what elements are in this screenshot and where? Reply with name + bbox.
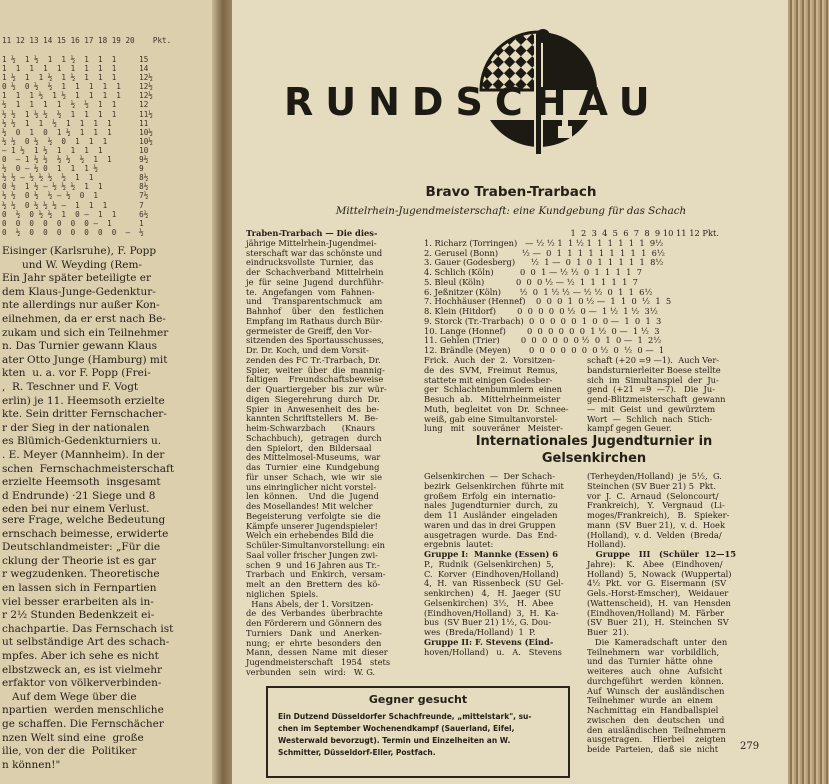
score-row: 1 ½ 1 1 ½ 1 ½ 1 1 1 12½ — [2, 73, 153, 83]
text-line: der Quartiergeber bis zur wür- — [246, 384, 387, 394]
text-line: mpfes. Aber ich sehe es nicht — [2, 649, 159, 662]
score-row: 0 ½ 0 0 0 0 0 0 0 — ½ — [2, 227, 144, 237]
text-line: ilie, von der die Politiker — [2, 745, 137, 758]
text-line: sich im Simultanspiel der Ju- — [587, 374, 719, 385]
score-row: 0 0 0 0 0 0 0 — 1 1 — [2, 218, 144, 228]
text-line: erlin) je 11. Heemsoth erzielte — [2, 394, 165, 407]
text-line: waren und das in drei Gruppen — [424, 519, 556, 530]
text-line: ater Otto Junge (Hamburg) mit — [2, 353, 168, 366]
text-line: 4½ Pkt. vor G. Eisermann (SV — [587, 578, 727, 589]
text-line: ausgetragen. Hierbei zeigten — [587, 734, 726, 745]
text-line: schaft (+20 =9 —1). Auch Ver- — [587, 355, 720, 365]
text-line: bezirk Gelsenkirchen führte mit — [424, 480, 564, 491]
text-line: Buer 21). — [587, 627, 630, 637]
text-line: Gruppe III (Schüler 12—15 — [587, 549, 737, 559]
text-line: ge schaffen. Die Fernschächer — [2, 717, 164, 730]
table-row: 5. Bleul (Köln) 0 0 0 ½ — ½ 1 1 1 1 1 7 — [424, 276, 638, 287]
text-line: kten u. a. vor F. Popp (Frei- — [2, 367, 151, 380]
text-line: germeister de Greiff, den Vor- — [246, 325, 372, 336]
text-line: r wegzudenken. Theoretische — [2, 568, 160, 581]
article-headline: Gelsenkirchen — [541, 451, 647, 466]
table-row: 6. Jeßnitzer (Köln) ½ 0 1 ½ ½ — ½ ½ 0 1 1 6½ — [424, 286, 653, 297]
article-subheadline: Mittelrhein-Jugendmeisterschaft: eine Kundgebung für das Schach — [335, 205, 687, 217]
article-column — [424, 356, 569, 434]
table-row: 12. Brändle (Meyen) 0 0 0 0 0 0 0 ½ 0 ½ 0 — 1 — [424, 345, 665, 355]
text-line: ger Schlachtenbummlern einen — [424, 384, 563, 395]
text-line: eilnehmen, da er erst nach Be- — [2, 312, 166, 325]
text-line: (Eindhoven/Holland) 3, H. Ka- — [424, 607, 559, 618]
score-row: 0 ½ 0 ½ ½ 1 1 1 1 1 12½ — [2, 82, 153, 92]
text-line: des Mosellandes! Mit welcher — [246, 501, 373, 511]
right-page — [232, 0, 790, 784]
text-line: den Spielort, den Bildersaal — [246, 442, 372, 453]
left-page-text-a — [2, 245, 174, 517]
text-line: Die Kameradschaft unter den — [587, 636, 728, 647]
score-row: 1 ½ 1 ½ 1 1 ½ 1 1 1 15 — [2, 55, 149, 64]
text-line: Bahnhof über den festlichen — [246, 306, 384, 316]
text-line: Gruppe II: F. Stevens (Eind- — [424, 636, 554, 647]
table-row: 8. Klein (Hitdorf) 0 0 0 0 0 ½ 0 — 1 ½ 1 ½ 3½ — [424, 306, 658, 316]
score-row: ½ ½ — ½ ½ ½ ½ 1 1 8½ — [2, 173, 149, 183]
text-line: uns einringlicher nicht vorstel- — [246, 481, 377, 492]
score-row: ½ 0 1 0 1 ½ 1 1 1 10½ — [2, 127, 153, 137]
text-line: Auf Wunsch der ausländischen — [587, 685, 725, 696]
notice-title: Gegner gesucht — [368, 693, 468, 706]
left-page — [0, 0, 218, 784]
text-line: ut selbständige Art des schach- — [2, 636, 170, 649]
table-row: 9. Storck (Tr.-Trarbach) 0 0 0 0 0 1 0 0 — 1 0 1 3 — [424, 315, 662, 326]
notice-line: Westerwald bevorzugt). Termin und Einzelheiten an W. — [278, 736, 511, 745]
text-line: te. Angefangen vom Fahnen- — [246, 286, 375, 297]
text-line: (SV Buer 21), H. Steinchen SV — [587, 617, 729, 628]
text-line: gend (+21 =9 —7). Die Ju- — [587, 384, 716, 395]
score-row: ½ ½ 1 1 ½ 1 1 1 1 11 — [2, 118, 149, 128]
article-headline: Internationales Jugendturnier in — [475, 434, 713, 449]
text-line: eden bei nur einem Verlust. — [2, 503, 150, 516]
text-line: Frankreich), Y. Vergnaud (Li- — [587, 500, 725, 511]
text-line: zwischen den deutschen und — [587, 714, 725, 725]
score-table-header: 11 12 13 14 15 16 17 18 19 20 Pkt. — [2, 36, 172, 45]
score-row: 1 1 1 ½ 1 ½ 1 1 1 1 12½ — [2, 91, 153, 101]
text-line: Gelsenkirchen) 3½, H. Abee — [424, 597, 554, 608]
text-line: senkirchen) 4, H. Jaeger (SU — [424, 588, 562, 598]
text-line: den Förderern und Gönnern des — [246, 618, 382, 628]
text-line: nales Jugendturnier durch, zu — [424, 500, 558, 511]
text-line: nung; er ehrte besonders den — [246, 637, 382, 648]
text-line: en lassen sich in Fernpartien — [2, 581, 157, 594]
text-line: Gels.-Horst-Emscher), Weidauer — [587, 588, 729, 598]
text-line: kannten Schriftstellers M. Be- — [246, 413, 379, 424]
text-line: großem Erfolg ein internatio- — [424, 490, 556, 501]
text-line: hoven/Holland) u. A. Stevens — [424, 646, 562, 657]
text-line: C. Korver (Eindhoven/Holland) — [424, 568, 559, 579]
text-line: zukam und sich ein Teilnehmer — [2, 326, 169, 339]
text-line: moges/Frankreich), B. Spieker- — [587, 510, 730, 520]
text-line: es Blümich-Gedenkturniers u. — [2, 435, 162, 448]
text-line: melt an den Brettern des kö- — [246, 579, 381, 589]
text-line: der Schachverband Mittelrhein — [246, 267, 384, 277]
table-header: 1 2 3 4 5 6 7 8 9 10 11 12 Pkt. — [552, 228, 719, 238]
text-line: niglichen Spiels. — [246, 588, 319, 599]
results-table — [424, 229, 719, 356]
text-line: vor J. C. Arnaud (Seloncourt/ — [587, 490, 719, 501]
score-row: 1 1 1 1 1 1 1 1 1 14 — [2, 64, 149, 74]
text-line: für unser Schach, wie wir sie — [246, 471, 383, 482]
notice-line: Schmitter, Düsseldorf-Eller, Postfach. — [278, 748, 436, 757]
score-row: — 1 ½ 1 ½ 1 1 1 1 10 — [2, 145, 149, 155]
text-line: — mit Geist und gewürztem — [587, 403, 716, 414]
text-line: elbstzweck an, es ist vielmehr — [2, 663, 162, 676]
text-line: verbunden sein wird: W. G. — [246, 666, 376, 677]
text-line: schen 9 und 16 Jahren aus Tr.- — [246, 559, 380, 570]
page-number: 279 — [740, 741, 760, 752]
text-line: nte allerdings nur außer Kon- — [2, 299, 160, 312]
text-line: Holland). — [587, 539, 627, 550]
text-line: Kämpfe unserer Jugendspieler! — [246, 520, 378, 531]
score-row: 0 — 1 ½ ½ ½ ½ ½ 1 1 9½ — [2, 155, 149, 165]
page-edges — [788, 0, 829, 784]
score-row: ½ ½ 0 ½ ½ — ½ 0 1 7½ — [2, 191, 149, 201]
score-row: ½ 0 — ½ 0 1 1 1 ½ 9 — [2, 164, 144, 174]
text-line: Hans Abels, der 1. Vorsitzen- — [246, 598, 374, 609]
table-row: 11. Gehlen (Trier) 0 0 0 0 0 0 ½ 0 1 0 — 1 2½ — [424, 335, 662, 346]
text-line: schen Fernschachmeisterschaft — [2, 462, 175, 475]
text-line: Schachbuch), getragen durch — [246, 432, 382, 443]
text-line: (Holland), v. d. Velden (Breda/ — [587, 529, 722, 540]
text-line: Empfang im Rathaus durch Bür- — [246, 315, 383, 326]
text-line: gend-Blitzmeisterschaft gewann — [587, 394, 726, 404]
text-line: Steinchen (SV Buer 21) 5 Pkt. — [587, 480, 716, 491]
score-row: ½ ½ 0 ½ ½ 0 1 1 1 10½ — [2, 136, 153, 146]
text-line: r der Sieg in der nationalen — [2, 421, 150, 434]
text-line: zenden des FC Tr.-Trarbach, Dr. — [246, 354, 381, 365]
text-line: Begeisterung verfolgte sie die — [246, 510, 381, 521]
text-line: bus (SV Buer 21) 1½, G. Dou- — [424, 617, 552, 628]
text-line: wes (Breda/Holland) 1 P. — [424, 627, 536, 637]
text-line: kampf gegen Geuer. — [587, 423, 672, 434]
text-line: (Wattenscheid), H. van Hensden — [587, 597, 731, 608]
table-row: 7. Hochhäuser (Hennef) 0 0 0 1 0 ½ — 1 1 0 ½ 1 5 — [424, 296, 672, 307]
text-line: mann (SV Buer 21), v. d. Hoek — [587, 519, 725, 530]
score-row: 0 ½ 0 ½ ½ 1 0 — 1 1 6½ — [2, 209, 149, 219]
text-line: Saal voller frischer Jungen zwi- — [246, 549, 378, 560]
text-line: jährige Mittelrhein-Jugendmei- — [246, 237, 377, 248]
text-line: je für seine Jugend durchführ- — [246, 276, 384, 287]
text-line: Jugendmeisterschaft 1954 stets — [246, 657, 391, 667]
score-row: ½ 1 1 1 1 ½ ½ 1 1 12 — [2, 100, 149, 110]
notice-box — [266, 686, 570, 778]
text-line: Muth, begleitet von Dr. Schnee- — [424, 403, 569, 414]
text-line: sterschaft war das schönste und — [246, 247, 383, 258]
text-line: und W. Weyding (Rem- — [2, 258, 142, 271]
score-row: ½ ½ 0 ½ ½ ½ — 1 1 1 7 — [2, 200, 144, 210]
text-line: Frick. Auch der 2. Vorsitzen- — [424, 355, 556, 365]
text-line: sere Frage, welche Bedeutung — [2, 514, 166, 526]
article-column — [246, 229, 390, 678]
text-line: r 2½ Stunden Bedenkzeit ei- — [2, 609, 155, 622]
text-line: nzen Welt sind eine große — [2, 731, 144, 744]
text-line: eindrucksvollste Turnier, das — [246, 257, 374, 268]
text-line: kte. Sein dritter Fernschacher- — [2, 408, 167, 421]
text-line: Trarbach und Enkirch, versam- — [246, 569, 386, 580]
text-line: dem Klaus-Junge-Gedenktur- — [2, 285, 156, 298]
article-column — [587, 472, 736, 755]
notice-line: chen im September Wochenendkampf (Sauerland, Eifel, — [278, 724, 515, 733]
table-row: 4. Schlich (Köln) 0 0 1 — ½ ½ 0 1 1 1 1 7 — [424, 267, 642, 277]
text-line: beide Parteien, daß sie nicht — [587, 744, 719, 754]
score-table — [2, 55, 153, 237]
text-line: (Terheyden/Holland) je 5½, G. — [587, 471, 722, 481]
text-line: bandsturnierleiter Boese stellte — [587, 364, 721, 375]
text-line: weiteres auch ohne Aufsicht — [587, 666, 723, 676]
text-line: sitzenden des Sportausschusses, — [246, 335, 384, 346]
text-line: erzielte Heemsoth insgesamt — [2, 476, 161, 489]
text-line: Eisinger (Karlsruhe), F. Popp — [2, 245, 157, 257]
text-line: n können!" — [2, 758, 61, 771]
text-line: ausgetragen wurde. Das End- — [424, 529, 558, 540]
left-page-text-b — [2, 514, 173, 772]
text-line: Spier in Anwesenheit des be- — [246, 403, 380, 414]
text-line: . E. Meyer (Mannheim). In der — [2, 448, 165, 461]
text-line: Besuch ab. Mittelrheinmeister — [424, 394, 561, 404]
text-line: und das Turnier hätte ohne — [587, 656, 713, 667]
text-line: Teilnehmer wurde an einem — [587, 695, 713, 706]
article-headline: Bravo Traben-Trarbach — [425, 184, 597, 200]
text-line: de des SVM, Freimut Remus, — [424, 364, 558, 375]
text-line: n. Das Turnier gewann Klaus — [2, 340, 157, 353]
text-line: Spier, weiter über die mannig- — [246, 364, 385, 375]
text-line: lung mit souveräner Meister- — [424, 423, 563, 434]
text-line: de des Verbandes überbrachte — [246, 608, 383, 619]
notice-line: Ein Dutzend Düsseldorfer Schachfreunde, „mittelstark", su- — [278, 712, 532, 721]
text-line: Wort — Schlich nach Stich- — [587, 413, 713, 424]
text-line: digen Siegerehrung durch Dr. — [246, 393, 380, 404]
article-column — [587, 356, 726, 434]
text-line: durchgeführt werden können. — [587, 675, 724, 686]
text-line: des Mittelmosel-Museums, war — [246, 452, 381, 463]
section-title: RUNDSCHAU — [284, 80, 662, 124]
text-line: Turniers Dank und Anerken- — [246, 627, 382, 638]
text-line: P., Rudnik (Gelsenkirchen) 5, — [424, 558, 554, 569]
text-line: cklung der Theorie ist es gar — [2, 554, 156, 567]
text-line: das Turnier eine Kundgebung — [246, 462, 380, 472]
text-line: weiß, gab eine Simultanvorstel- — [424, 413, 558, 424]
text-line: Holland) 5, Nowack (Wuppertal) — [587, 568, 732, 579]
text-line: erfaktor von völkerverbinden- — [2, 677, 162, 690]
text-line: Welch ein erhebendes Bild die — [246, 530, 374, 541]
text-line: Gelsenkirchen — Der Schach- — [424, 471, 556, 481]
text-line: Mann, dessen Name mit dieser — [246, 647, 388, 658]
text-line: heim-Schwarzbach (Knaurs — [246, 423, 376, 433]
text-line: Auf dem Wege über die — [2, 690, 137, 703]
text-line: Dr. Dr. Koch, und dem Vorsit- — [246, 345, 369, 355]
article-column — [424, 472, 564, 657]
text-line: , R. Teschner und F. Vogt — [2, 380, 139, 393]
text-line: Deutschlandmeister: „Für die — [2, 541, 161, 554]
text-line: (Eindhoven/Holland) M. Färber — [587, 607, 725, 618]
text-line: Nachmittag ein Handballspiel — [587, 705, 719, 715]
text-line: len können. Und die Jugend — [246, 491, 379, 502]
text-line: npartien werden menschliche — [2, 704, 164, 717]
text-line: Ein Jahr später beteiligte er — [2, 272, 152, 285]
text-line: viel besser erarbeiten als in- — [2, 595, 154, 608]
text-line: 4, H. van Rissenbeck (SU Gel- — [424, 578, 564, 589]
table-row: 10. Lange (Honnef) 0 0 0 0 0 0 1 ½ 0 — 1 ½ 3 — [424, 325, 660, 336]
text-line: Schüler-Simultanvorstellung: ein — [246, 540, 385, 550]
text-line: den ausländischen Teilnehmern — [587, 724, 726, 735]
table-row: 2. Gerusel (Bonn) ½ — 0 1 1 1 1 1 1 1 1 1 6½ — [424, 247, 665, 258]
table-row: 3. Gauer (Godesberg) ½ 1 — 0 1 0 1 1 1 1 1 8½ — [424, 257, 664, 268]
score-row: ½ ½ 1 ½ ½ ½ 1 1 1 1 11½ — [2, 109, 153, 119]
text-line: d Endrunde) ·21 Siege und 8 — [2, 489, 156, 502]
text-line: Teilnehmern war vorbildlich, — [587, 646, 720, 657]
text-line: chachpartie. Das Fernschach ist — [2, 622, 174, 635]
text-line: Gruppe I: Mannke (Essen) 6 — [424, 549, 559, 559]
text-line: dem 11 Ausländer eingeladen — [424, 510, 558, 520]
score-row: 0 ½ 1 ½ — ½ ½ ½ 1 1 8½ — [2, 182, 149, 192]
text-line: ergebnis lautet: — [424, 539, 494, 550]
text-line: Traben-Trarbach — Die dies- — [246, 228, 378, 238]
text-line: faltigen Freundschaftsbeweise — [246, 374, 384, 385]
text-line: stattete mit einigen Godesber- — [424, 374, 553, 385]
text-line: Jahre): K. Abee (Eindhoven/ — [587, 558, 723, 569]
table-row: 1. Richarz (Torringen) — ½ ½ 1 1 ½ 1 1 1 1 1 1 9½ — [424, 237, 664, 248]
text-line: ernschach beimesse, erwiderte — [2, 527, 169, 540]
text-line: und Transparentschmuck am — [246, 296, 383, 307]
